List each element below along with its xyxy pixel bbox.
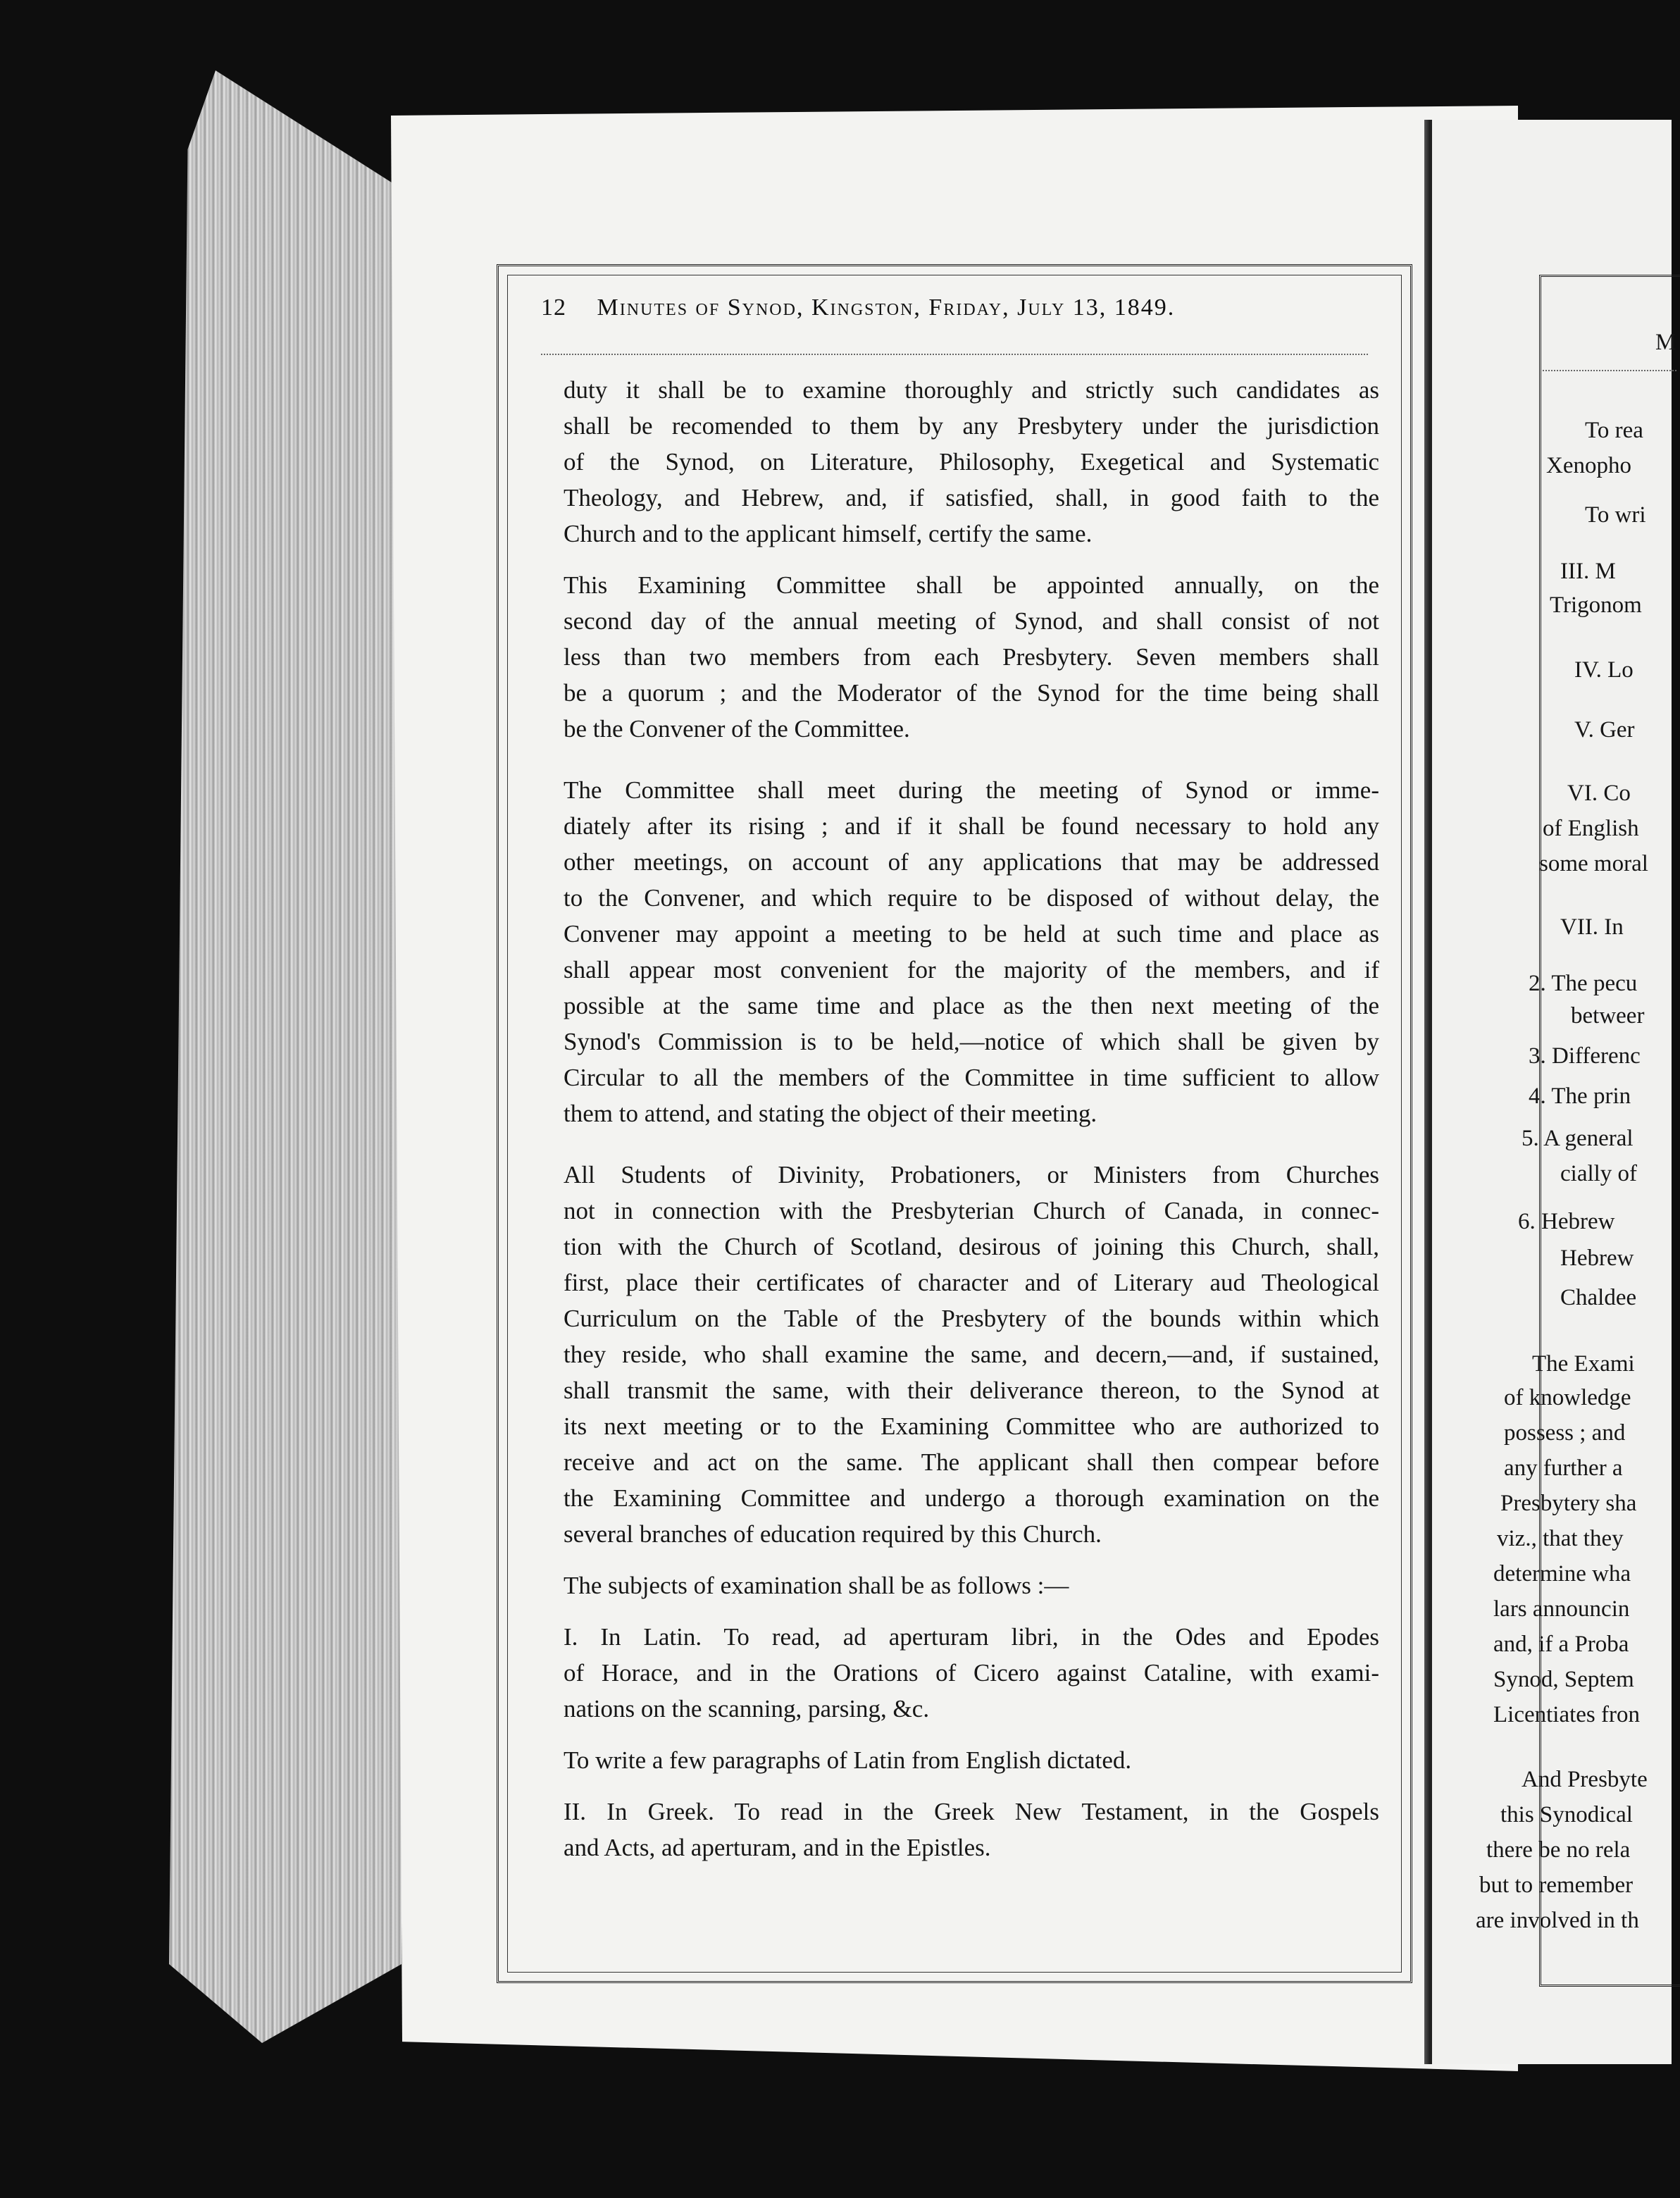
text-line: to the Convener, and which require to be disposed of without delay, the	[564, 884, 1379, 912]
paragraph	[537, 372, 1379, 552]
right-page-fragment: any further a	[1504, 1455, 1623, 1481]
text-line: its next meeting or to the Examining Committee who are authorized to	[564, 1412, 1379, 1440]
text-line: less than two members from each Presbytery. Seven members shall	[564, 643, 1379, 671]
right-page-fragment: Hebrew	[1560, 1246, 1634, 1271]
right-page-fragment: To wri	[1585, 502, 1646, 528]
right-page-fragment: determine wha	[1493, 1561, 1631, 1587]
text-line: of the Synod, on Literature, Philosophy, Exegetical and Systematic	[564, 448, 1379, 476]
right-page-fragment: 2. The pecu	[1529, 971, 1638, 996]
right-page-fragment: Synod, Septem	[1493, 1667, 1634, 1692]
text-line: second day of the annual meeting of Synod, and shall consist of not	[564, 607, 1379, 635]
right-page-fragment: IV. Lo	[1574, 657, 1634, 683]
text-line: first, place their certificates of character and of Literary aud Theological	[564, 1269, 1379, 1296]
right-page-fragment: Licentiates fron	[1493, 1702, 1640, 1727]
paragraph	[537, 1619, 1379, 1727]
paragraph	[537, 1742, 1379, 1778]
right-page-fragment: 5. A general	[1522, 1126, 1634, 1151]
text-line: Synod's Commission is to be held,—notice of which shall be given by	[564, 1028, 1379, 1055]
text-line: be the Convener of the Committee.	[564, 715, 910, 743]
right-page-fragment: this Synodical	[1500, 1802, 1633, 1827]
text-line: tion with the Church of Scotland, desirous of joining this Church, shall,	[564, 1233, 1379, 1260]
right-page-fragment: cially of	[1560, 1161, 1638, 1186]
left-page-frame	[497, 264, 1412, 1983]
text-line: and Acts, ad aperturam, and in the Epistles.	[564, 1834, 991, 1861]
running-head-title: Minutes of Synod, Kingston, Friday, July 13, 1849.	[597, 294, 1176, 321]
right-page-fragment: III. M	[1560, 559, 1616, 584]
text-line: The subjects of examination shall be as follows :—	[564, 1572, 1069, 1599]
right-page-fragment: VI. Co	[1567, 781, 1631, 806]
paragraph	[537, 772, 1379, 1131]
text-line: them to attend, and stating the object of their meeting.	[564, 1100, 1097, 1127]
text-line: To write a few paragraphs of Latin from English dictated.	[564, 1746, 1132, 1774]
right-page-fragment: 6. Hebrew	[1518, 1209, 1615, 1234]
book-page-edges	[169, 70, 402, 2043]
text-line: the Examining Committee and undergo a thorough examination on the	[564, 1484, 1379, 1512]
text-line: several branches of education required by this Church.	[564, 1520, 1102, 1548]
text-line: Theology, and Hebrew, and, if satisfied, shall, in good faith to the	[564, 484, 1379, 511]
text-line: II. In Greek. To read in the Greek New Testament, in the Gospels	[564, 1798, 1379, 1825]
running-head-rule	[541, 349, 1368, 355]
text-line: not in connection with the Presbyterian Church of Canada, in connec-	[564, 1197, 1379, 1224]
text-line: The Committee shall meet during the meeting of Synod or imme-	[564, 776, 1379, 804]
right-page-fragment: Trigonom	[1550, 592, 1642, 618]
text-line: Church and to the applicant himself, certify the same.	[564, 520, 1093, 547]
text-line: All Students of Divinity, Probationers, or Ministers from Churches	[564, 1161, 1379, 1188]
paragraph	[537, 1157, 1379, 1552]
body-text	[537, 372, 1379, 1881]
text-line: I. In Latin. To read, ad aperturam libri, in the Odes and Epodes	[564, 1623, 1379, 1651]
right-page-fragment: and, if a Proba	[1493, 1632, 1629, 1657]
text-line: they reside, who shall examine the same, and decern,—and, if sustained,	[564, 1341, 1379, 1368]
right-page-fragment: possess ; and	[1504, 1420, 1626, 1446]
right-page-fragment: viz., that they	[1497, 1526, 1624, 1551]
text-line: duty it shall be to examine thoroughly and strictly such candidates as	[564, 376, 1379, 404]
right-page-fragment: are involved in th	[1476, 1908, 1639, 1933]
text-line: shall transmit the same, with their deliverance thereon, to the Synod at	[564, 1377, 1379, 1404]
text-line: be a quorum ; and the Moderator of the Synod for the time being shall	[564, 679, 1379, 707]
right-page-fragment: there be no rela	[1486, 1837, 1631, 1863]
text-line: This Examining Committee shall be appointed annually, on the	[564, 571, 1379, 599]
right-page-fragment: Xenopho	[1546, 453, 1631, 478]
right-running-head-rule	[1543, 370, 1676, 371]
text-line: diately after its rising ; and if it shall be found necessary to hold any	[564, 812, 1379, 840]
right-page-fragment: And Presbyte	[1522, 1767, 1648, 1792]
text-line: nations on the scanning, parsing, &c.	[564, 1695, 930, 1722]
right-page-fragment: of knowledge	[1504, 1385, 1631, 1410]
text-line: Curriculum on the Table of the Presbytery of the bounds within which	[564, 1305, 1379, 1332]
right-page-fragment: V. Ger	[1574, 717, 1635, 743]
paragraph	[537, 1567, 1379, 1603]
right-page-fragment: VII. In	[1560, 914, 1624, 940]
right-page-fragment: 3. Differenc	[1529, 1043, 1641, 1069]
text-line: shall be recomended to them by any Presbytery under the jurisdiction	[564, 412, 1379, 440]
right-page-fragment: M	[1655, 330, 1676, 355]
right-page-fragment: betweer	[1571, 1003, 1645, 1029]
paragraph	[537, 567, 1379, 747]
right-page-fragment: 4. The prin	[1529, 1084, 1631, 1109]
text-line: other meetings, on account of any applications that may be addressed	[564, 848, 1379, 876]
right-page-fragment: of English	[1543, 816, 1639, 841]
text-line: Convener may appoint a meeting to be held at such time and place as	[564, 920, 1379, 948]
right-page-fragment: some moral	[1539, 851, 1648, 876]
right-page-fragment: Chaldee	[1560, 1285, 1637, 1310]
right-page-fragment: but to remember	[1479, 1873, 1634, 1898]
running-head	[541, 294, 1368, 337]
text-line: receive and act on the same. The applicant shall then compear before	[564, 1448, 1379, 1476]
text-line: shall appear most convenient for the majority of the members, and if	[564, 956, 1379, 983]
paragraph	[537, 1794, 1379, 1865]
text-line: of Horace, and in the Orations of Cicero against Cataline, with exami-	[564, 1659, 1379, 1687]
page-number: 12	[541, 294, 566, 321]
right-page-fragment: The Exami	[1532, 1351, 1635, 1377]
text-line: Circular to all the members of the Committee in time sufficient to allow	[564, 1064, 1379, 1091]
right-page-fragment: Presbytery sha	[1500, 1491, 1637, 1516]
right-page-fragment: To rea	[1585, 418, 1643, 443]
right-page-fragment: lars announcin	[1493, 1596, 1630, 1622]
text-line: possible at the same time and place as the then next meeting of the	[564, 992, 1379, 1019]
